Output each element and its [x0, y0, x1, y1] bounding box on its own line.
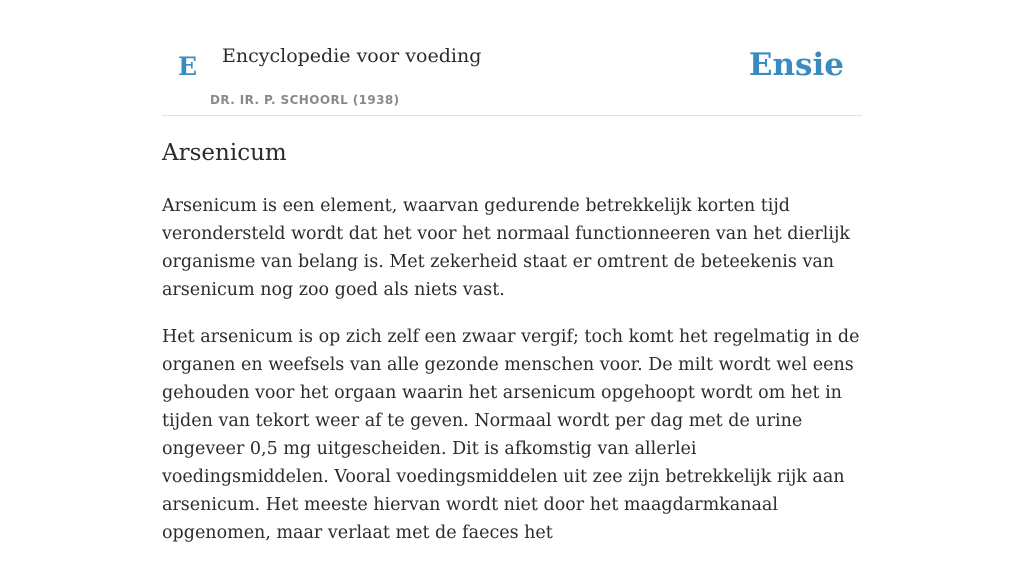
header	[162, 0, 862, 116]
book-title[interactable]: Encyclopedie voor voeding	[222, 45, 482, 67]
page	[162, 0, 862, 543]
article-title: Arsenicum	[162, 140, 287, 166]
article-body	[162, 192, 862, 566]
article-paragraph: Het arsenicum is op zich zelf een zwaar vergif; toch komt het regelmatig in de organen en weefsels van alle gezonde menschen voor. De milt wordt wel eens gehouden voor het orgaan waarin het arsenicum opgehoopt wordt om het in tijden van tekort weer af te geven. Normaal wordt per dag met de urine ongeveer 0,5 mg uitgescheiden. Dit is afkomstig van allerlei voedingsmiddelen. Vooral voedingsmiddelen uit zee zijn betrekkelijk rijk aan arsenicum. Het meeste hiervan wordt niet door het maagdarmkanaal opgenomen, maar verlaat met de faeces het	[162, 327, 860, 543]
book-logo[interactable]: E	[178, 52, 198, 81]
article-paragraph: Arsenicum is een element, waarvan gedurende betrekkelijk korten tijd verondersteld wordt dat het voor het normaal functionneeren van het dierlijk organisme van belang is. Met zekerheid staat er omtrent de beteekenis van arsenicum nog zoo goed als niets vast.	[162, 196, 851, 300]
ensie-logo-link[interactable]: Ensie	[748, 47, 844, 83]
book-author: DR. IR. P. SCHOORL (1938)	[210, 93, 400, 107]
